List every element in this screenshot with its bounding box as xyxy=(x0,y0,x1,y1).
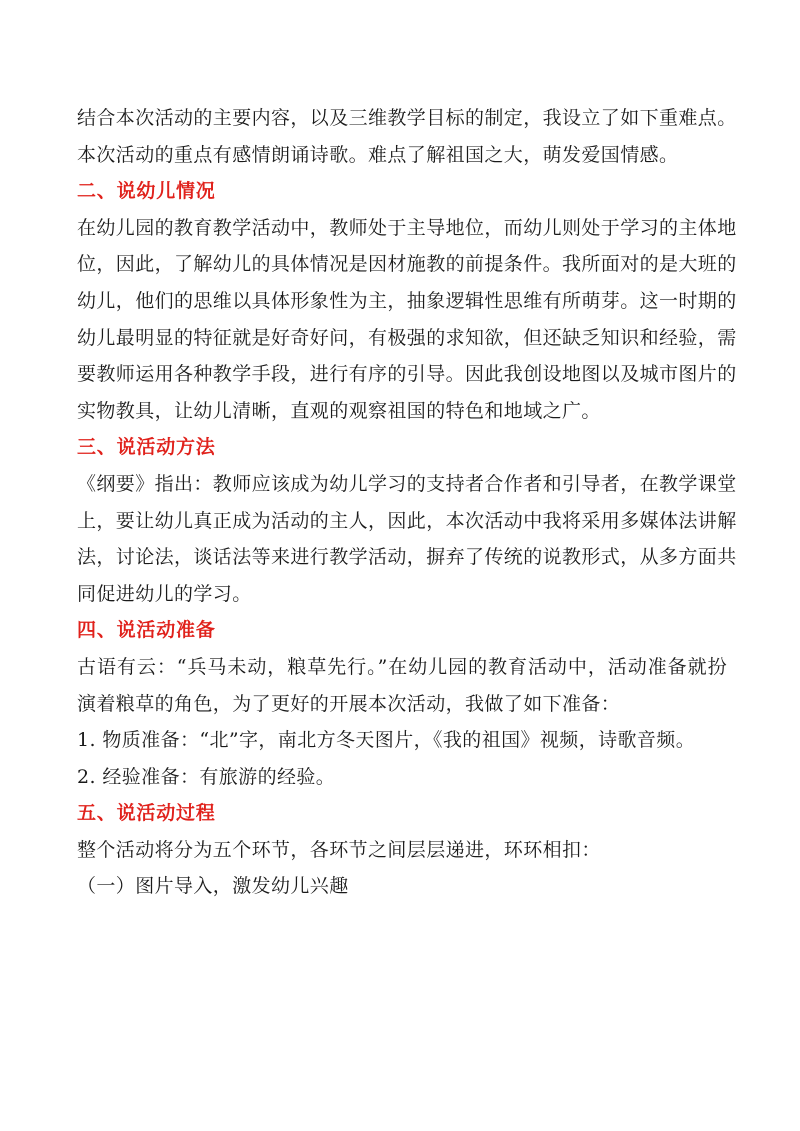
section4-list-item-2: 2. 经验准备：有旅游的经验。 xyxy=(77,765,336,788)
section-heading-methods: 三、说活动方法 xyxy=(77,436,216,459)
section4-line-1: 古语有云：“兵马未动，粮草先行。”在幼儿园的教育活动中，活动准备就扮 xyxy=(77,655,727,678)
section3-line-1: 《纲要》指出：教师应该成为幼儿学习的支持者合作者和引导者，在教学课堂 xyxy=(77,472,737,495)
document-page xyxy=(77,100,737,905)
section4-line-2: 演着粮草的角色，为了更好的开展本次活动，我做了如下准备： xyxy=(77,692,621,715)
section3-line-3: 法，讨论法，谈话法等来进行教学活动，摒弃了传统的说教形式，从多方面共 xyxy=(77,546,737,569)
section3-line-4: 同促进幼儿的学习。 xyxy=(77,582,252,605)
section2-line-2: 位，因此，了解幼儿的具体情况是因材施教的前提条件。我所面对的是大班的 xyxy=(77,253,737,276)
section5-subheading-1: （一）图片导入，激发幼儿兴趣 xyxy=(77,875,349,898)
section5-line-1: 整个活动将分为五个环节，各环节之间层层递进，环环相扣： xyxy=(77,838,601,861)
intro-line-1: 结合本次活动的主要内容，以及三维教学目标的制定，我设立了如下重难点。 xyxy=(77,107,737,129)
section2-line-6: 实物教具，让幼儿清晰，直观的观察祖国的特色和地域之广。 xyxy=(77,399,601,422)
section2-line-4: 幼儿最明显的特征就是好奇好问，有极强的求知欲，但还缺乏知识和经验，需 xyxy=(77,326,737,349)
section2-line-5: 要教师运用各种教学手段，进行有序的引导。因此我创设地图以及城市图片的 xyxy=(77,363,737,386)
section-heading-children: 二、说幼儿情况 xyxy=(77,180,216,203)
section-heading-preparation: 四、说活动准备 xyxy=(77,619,216,642)
section2-line-1: 在幼儿园的教育教学活动中，教师处于主导地位，而幼儿则处于学习的主体地 xyxy=(77,216,737,239)
section3-line-2: 上，要让幼儿真正成为活动的主人，因此，本次活动中我将采用多媒体法讲解 xyxy=(77,509,737,532)
section-heading-process: 五、说活动过程 xyxy=(77,802,216,825)
section2-line-3: 幼儿，他们的思维以具体形象性为主，抽象逻辑性思维有所萌芽。这一时期的 xyxy=(77,289,737,312)
section4-list-item-1: 1. 物质准备：“北”字，南北方冬天图片，《我的祖国》视频，诗歌音频。 xyxy=(77,729,696,752)
intro-line-2: 本次活动的重点有感情朗诵诗歌。难点了解祖国之大，萌发爱国情感。 xyxy=(77,143,679,166)
